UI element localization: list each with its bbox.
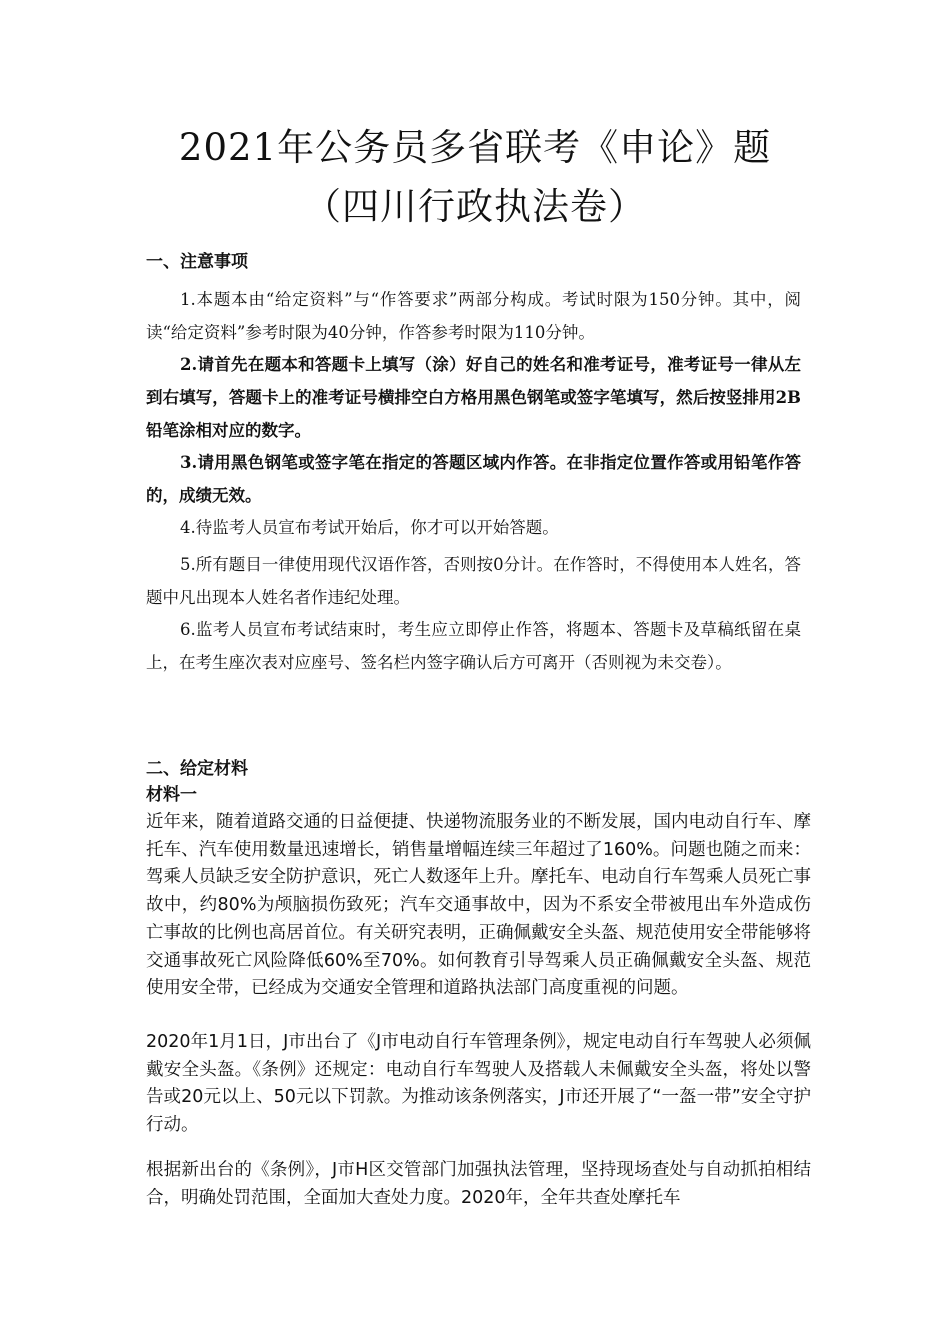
notice-item-1: 1.本题本由“给定资料”与“作答要求”两部分构成。考试时限为150分钟。其中，阅读“给定资料”参考时限为40分钟，作答参考时限为110分钟。 (146, 290, 801, 342)
section-heading-notes: 一、注意事项 (146, 252, 248, 272)
document-title-line2: （四川行政执法卷） (304, 185, 646, 228)
notice-item-3: 3.请用黑色钢笔或签字笔在指定的答题区域内作答。在非指定位置作答或用铅笔作答的，成绩无效。 (146, 453, 801, 505)
notice-item-2: 2.请首先在题本和答题卡上填写（涂）好自己的姓名和准考证号，准考证号一律从左到右填写，答题卡上的准考证号横排空白方格用黑色钢笔或签字笔填写，然后按竖排用2B铅笔涂相对应的数字。 (146, 355, 801, 440)
notice-item-4: 4.待监考人员宣布考试开始后，你才可以开始答题。 (180, 518, 559, 537)
material-paragraph-3: 根据新出台的《条例》，J市H区交管部门加强执法管理，坚持现场查处与自动抓拍相结合，明确处罚范围，全面加大查处力度。2020年，全年共查处摩托车 (146, 1160, 811, 1208)
document-title-line1: 2021年公务员多省联考《申论》题 (178, 126, 772, 169)
notice-item-6: 6.监考人员宣布考试结束时，考生应立即停止作答，将题本、答题卡及草稿纸留在桌上，在考生座次表对应座号、签名栏内签字确认后方可离开（否则视为未交卷）。 (146, 620, 801, 672)
notice-item-5: 5.所有题目一律使用现代汉语作答，否则按0分计。在作答时，不得使用本人姓名，答题中凡出现本人姓名者作违纪处理。 (146, 555, 801, 607)
section-heading-materials: 二、给定材料 (146, 759, 248, 779)
material-title: 材料一 (146, 785, 197, 805)
material-paragraph-1: 近年来，随着道路交通的日益便捷、快递物流服务业的不断发展，国内电动自行车、摩托车、汽车使用数量迅速增长，销售量增幅连续三年超过了160%。问题也随之而来：驾乘人员缺乏安全防护意识，死亡人数逐年上升。摩托车、电动自行车驾乘人员死亡事故中，约80%为颅脑损伤致死；汽车交通事故中，因为不系安全带被甩出车外造成伤亡事故的比例也高居首位。有关研究表明，正确佩戴安全头盔、规范使用安全带能够将交通事故死亡风险降低60%至70%。如何教育引导驾乘人员正确佩戴安全头盔、规范使用安全带，已经成为交通安全管理和道路执法部门高度重视的问题。 (146, 812, 811, 999)
material-paragraph-2: 2020年1月1日，J市出台了《J市电动自行车管理条例》，规定电动自行车驾驶人必须佩戴安全头盔。《条例》还规定：电动自行车驾驶人及搭载人未佩戴安全头盔，将处以警告或20元以上、50元以下罚款。为推动该条例落实，J市还开展了“一盔一带”安全守护行动。 (146, 1032, 811, 1136)
